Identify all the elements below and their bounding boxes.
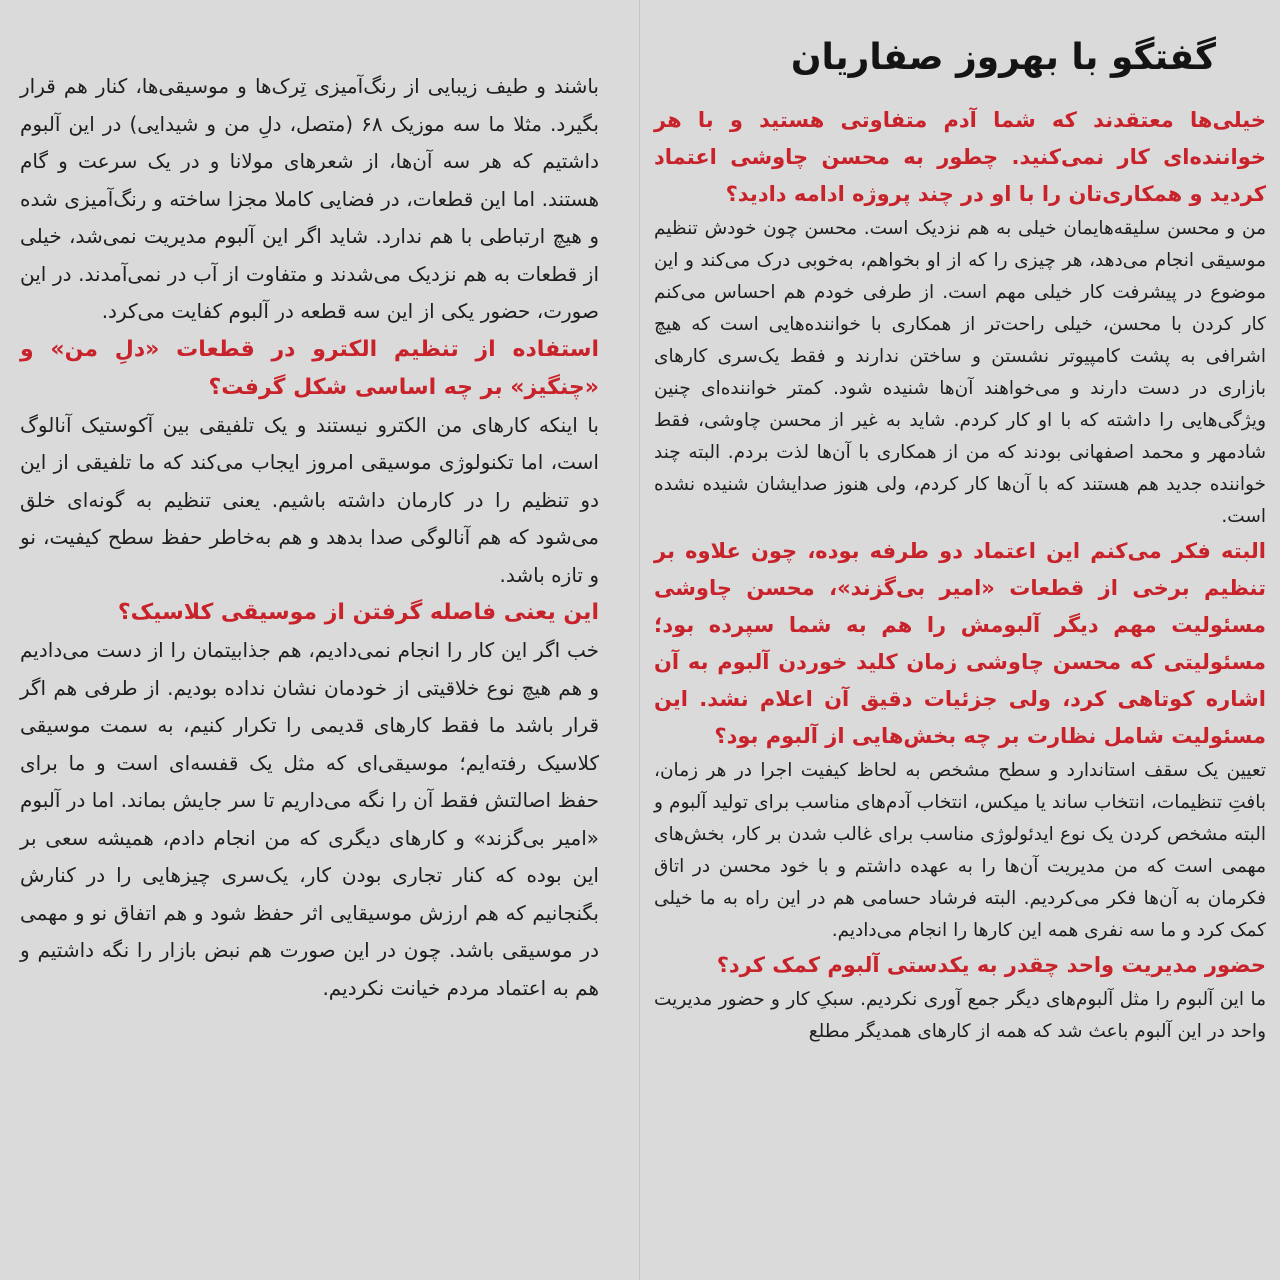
right-column — [640, 0, 1280, 1280]
interview-answer: ما این آلبوم را مثل آلبوم‌های دیگر جمع آوری نکردیم. سبکِ کار و حضور مدیریت واحد در این آلبوم باعث شد که همه از کارهای همدیگر مطلع — [654, 989, 1266, 1042]
interview-answer: باشند و طیف زیبایی از رنگ‌آمیزی تِرک‌ها و موسیقی‌ها، کنار هم قرار بگیرد. مثلا ما سه موزیک ۶۸ (متصل، دلِ من و شیدایی) در این آلبوم داشتیم که هر سه آن‌ها، از شعرهای مولانا و در یک سرعت و گام هستند. اما این قطعات، در فضایی کاملا مجزا ساخته و رنگ‌آمیزی شده و هیچ ارتباطی با هم ندارد. شاید اگر این آلبوم مدیریت نمی‌شد، خیلی از قطعات به هم نزدیک می‌شدند و متفاوت از آب در نمی‌آمدند. در این صورت، حضور یکی از این سه قطعه در آلبوم کفایت می‌کرد. — [20, 74, 599, 323]
interview-question: البته فکر می‌کنم این اعتماد دو طرفه بوده، چون علاوه بر تنظیم برخی از قطعات «امیر بی‌گزند»، محسن چاوشی مسئولیت مهم دیگر آلبومش را هم به شما سپرده بود؛ مسئولیتی که محسن چاوشی زمان کلید خوردن آلبوم به آن اشاره کوتاهی کرد، ولی جزئیات دقیق آن اعلام نشد. این مسئولیت شامل نظارت بر چه بخش‌هایی از آلبوم بود؟ — [654, 539, 1266, 748]
article-title: گفتگو با بهروز صفاریان — [790, 37, 1216, 78]
interview-question: خیلی‌ها معتقدند که شما آدم متفاوتی هستید و با هر خواننده‌ای کار نمی‌کنید. چطور به محسن چاوشی اعتماد کردید و همکاری‌تان را با او در چند پروژه ادامه دادید؟ — [654, 108, 1266, 206]
interview-question: استفاده از تنظیم الکترو در قطعات «دلِ من» و «چنگیز» بر چه اساسی شکل گرفت؟ — [20, 336, 599, 400]
interview-answer: خب اگر این کار را انجام نمی‌دادیم، هم جذابیتمان را از دست می‌دادیم و هم هیچ نوع خلاقیتی از خودمان نشان نداده بودیم. از طرفی هم اگر قرار باشد ما فقط کارهای قدیمی را تکرار کنیم، به سمت موسیقی کلاسیک رفته‌ایم؛ موسیقی‌ای که مثل یک قفسه‌ای است و ما برای حفظ اصالتش فقط آن را نگه می‌داریم تا سر جایش بماند. اما در آلبوم «امیر بی‌گزند» و کارهای دیگری که من انجام دادم، همیشه سعی بر این بوده که کنار تجاری بودن کار، یک‌سری چیزهایی را در کنارش بگنجانیم که هم ارزش موسیقایی اثر حفظ شود و هم اتفاق نو و مهمی در موسیقی باشد. چون در این صورت هم نبض بازار را نگه داشتیم و هم به اعتماد مردم خیانت نکردیم. — [20, 638, 599, 1000]
interview-question: این یعنی فاصله گرفتن از موسیقی کلاسیک؟ — [117, 600, 599, 625]
interview-answer: من و محسن سلیقه‌هایمان خیلی به هم نزدیک است. محسن چون خودش تنظیم موسیقی انجام می‌دهد، هر چیزی را که از او بخواهم، به‌خوبی درک می‌کند و این موضوع در پیشرفت کار خیلی مهم است. از طرفی خودم هم احساس می‌کنم کار کردن با محسن، خیلی راحت‌تر از همکاری با خواننده‌هایی است که هیچ اشرافی به پشت کامپیوتر نشستن و ساختن ندارند و فقط یک‌سری کارهای بازاری در دست دارند و می‌خواهند آن‌ها شنیده شود. کمتر خواننده‌ای چنین ویژگی‌هایی را داشته که با او کار کردم. شاید به غیر از محسن چاوشی، فقط شادمهر و محمد اصفهانی بودند که من از همکاری با آن‌ها لذت بردم. البته چند خواننده جدید هم هستند که با آن‌ها کار کردم، ولی هنوز صدایشان شنیده نشده است. — [654, 218, 1266, 527]
interview-answer: تعیین یک سقف استاندارد و سطح مشخص به لحاظ کیفیت اجرا در هر زمان، بافتِ تنظیمات، انتخاب ساند یا میکس، انتخاب آدم‌های مناسب برای تولید آلبوم و البته مشخص کردن یک نوع ایدئولوژی مناسب برای غالب شدن بر کار، بخش‌های مهمی است که من مدیریت آن‌ها را به عهده داشتم و با خود محسن در اتاق فکرمان به آن‌ها فکر می‌کردیم. البته فرشاد حسامی هم در این راه به ما خیلی کمک کرد و ما سه نفری همه این کارها را انجام می‌دادیم. — [654, 760, 1266, 941]
interview-question: حضور مدیریت واحد چقدر به یکدستی آلبوم کمک کرد؟ — [716, 953, 1266, 977]
interview-answer: با اینکه کارهای من الکترو نیستند و یک تلفیقی بین آکوستیک آنالوگ است، اما تکنولوژی موسیقی امروز ایجاب می‌کند که ما تلفیقی از این دو تنظیم را در کارمان داشته باشیم. یعنی تنظیم به گونه‌ای خلق می‌شود که هم آنالوگی صدا بدهد و هم به‌خاطر حفظ سطح کیفیت، نو و تازه باشد. — [20, 412, 599, 587]
